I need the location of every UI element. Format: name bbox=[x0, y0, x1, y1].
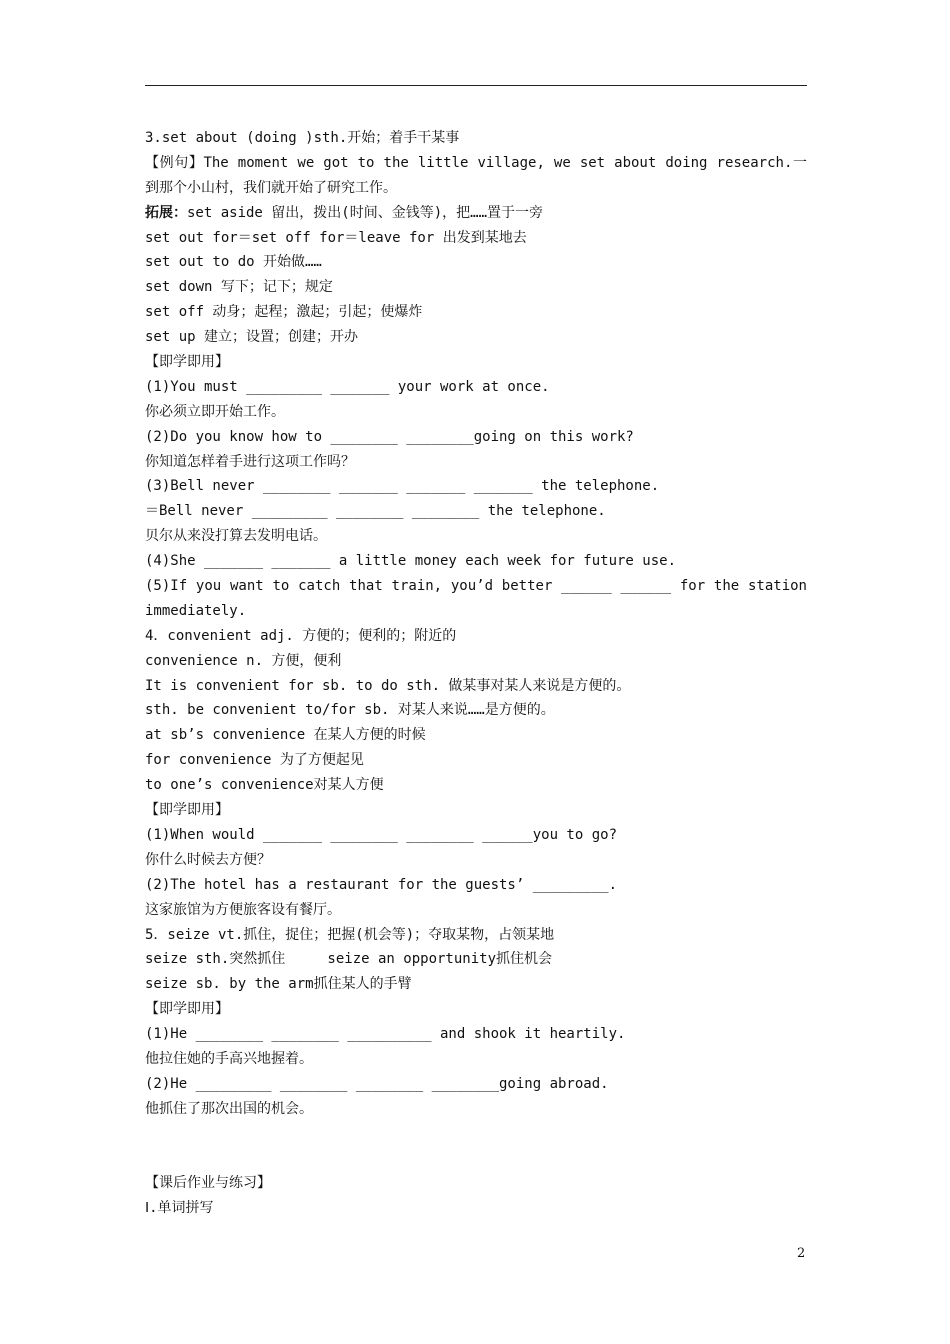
page-number: 2 bbox=[797, 1246, 806, 1261]
section-heading: 【即学即用】 bbox=[145, 802, 229, 819]
text-line: 拓展：set aside 留出，拨出(时间、金钱等)，把……置于一旁 bbox=[145, 204, 544, 221]
section-heading: 【课后作业与练习】 bbox=[145, 1175, 271, 1192]
text-line: for convenience 为了方便起见 bbox=[145, 752, 364, 769]
section-heading: 【即学即用】 bbox=[145, 1001, 229, 1018]
expansion-label: 拓展： bbox=[145, 204, 187, 221]
text-line: set off 动身；起程；激起；引起；使爆炸 bbox=[145, 304, 423, 321]
text-line: at sb’s convenience 在某人方便的时候 bbox=[145, 727, 426, 744]
text-line: (1)When would _______ ________ ________ ______you to go? bbox=[145, 826, 618, 843]
text-line: immediately. bbox=[145, 602, 247, 619]
text-line: (2)Do you know how to ________ ________going on this work? bbox=[145, 428, 634, 445]
blank-line bbox=[145, 1122, 807, 1147]
text-line: 你知道怎样着手进行这项工作吗？ bbox=[145, 453, 355, 470]
text-line: (1)He ________ ________ __________ and shook it heartily. bbox=[145, 1026, 626, 1043]
text-line: 4．convenient adj. 方便的；便利的；附近的 bbox=[145, 627, 457, 644]
text-line: Ⅰ.单词拼写 bbox=[145, 1200, 214, 1217]
text-line: 你什么时候去方便？ bbox=[145, 851, 271, 868]
text-line: to one’s convenience对某人方便 bbox=[145, 777, 384, 794]
text-line: 他拉住她的手高兴地握着。 bbox=[145, 1050, 313, 1067]
text-line: (2)The hotel has a restaurant for the guests’ _________. bbox=[145, 876, 618, 893]
document-body bbox=[145, 126, 807, 1221]
text-line: 3.set about (doing )sth.开始；着手干某事 bbox=[145, 130, 460, 146]
text-line: set down 写下；记下；规定 bbox=[145, 279, 333, 296]
blank-line bbox=[145, 1147, 807, 1172]
text-line: 贝尔从来没打算去发明电话。 bbox=[145, 528, 327, 545]
text-line: (1)You must _________ _______ your work at once. bbox=[145, 378, 550, 395]
text-line: seize sb. by the arm抓住某人的手臂 bbox=[145, 976, 412, 993]
text-line: ＝Bell never _________ ________ ________ the telephone. bbox=[145, 503, 606, 520]
section-heading: 【即学即用】 bbox=[145, 354, 229, 371]
text-line: set up 建立；设置；创建；开办 bbox=[145, 329, 359, 346]
text-line: seize sth.突然抓住 seize an opportunity抓住机会 bbox=[145, 951, 553, 968]
text-line: 5．seize vt.抓住，捉住；把握(机会等)；夺取某物，占领某地 bbox=[145, 926, 555, 943]
text-line: convenience n. 方便，便利 bbox=[145, 652, 342, 669]
text-line: 你必须立即开始工作。 bbox=[145, 403, 285, 420]
text-line: (2)He _________ ________ ________ ________going abroad. bbox=[145, 1075, 609, 1092]
header-rule bbox=[145, 85, 807, 86]
text-line: 这家旅馆为方便旅客设有餐厅。 bbox=[145, 901, 341, 918]
text-line: (3)Bell never ________ _______ _______ _______ the telephone. bbox=[145, 478, 660, 495]
text-line: sth. be convenient to/for sb. 对某人来说……是方便的。 bbox=[145, 702, 555, 719]
text-line: set out to do 开始做…… bbox=[145, 254, 322, 271]
text-line: set out for＝set off for＝leave for 出发到某地去 bbox=[145, 229, 527, 246]
text-line: 他抓住了那次出国的机会。 bbox=[145, 1100, 313, 1117]
text-line: (4)She _______ _______ a little money each week for future use. bbox=[145, 553, 677, 570]
text-line: It is convenient for sb. to do sth. 做某事对某人来说是方便的。 bbox=[145, 677, 631, 694]
text-line: 【例句】The moment we got to the little village, we set about doing research.一 bbox=[145, 154, 807, 171]
text-line: 到那个小山村，我们就开始了研究工作。 bbox=[145, 179, 397, 196]
text-line: (5)If you want to catch that train, you’d better ______ ______ for the station bbox=[145, 578, 807, 595]
